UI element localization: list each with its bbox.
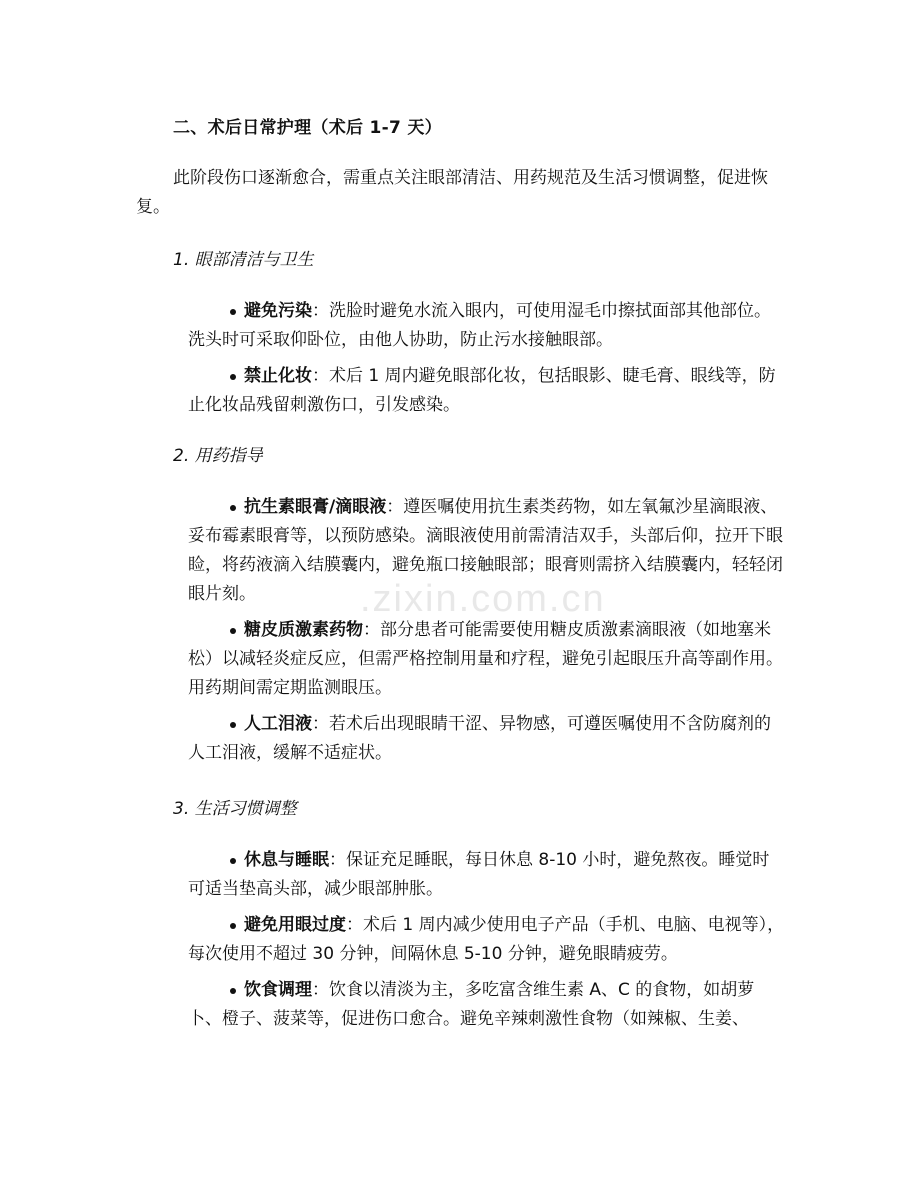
subsection-heading-cleaning: 1. 眼部清洁与卫生	[173, 250, 314, 270]
bullet-text: ：保证充足睡眠，每日休息 8-10 小时，避免熬夜。睡觉时可适当垫高头部，减少眼部肿胀。	[188, 850, 770, 899]
bullet-list-cleaning	[188, 297, 786, 427]
bullet-term: 人工泪液	[244, 714, 312, 734]
bullet-text: ：术后 1 周内减少使用电子产品（手机、电脑、电视等），每次使用不超过 30 分钟，间隔休息 5-10 分钟，避免眼睛疲劳。	[188, 915, 785, 964]
list-item	[188, 616, 786, 703]
bullet-icon	[230, 988, 236, 994]
bullet-term: 饮食调理	[244, 980, 312, 1000]
bullet-icon	[230, 628, 236, 634]
bullet-icon	[230, 374, 236, 380]
bullet-text: ：若术后出现眼睛干涩、异物感，可遵医嘱使用不含防腐剂的人工泪液，缓解不适症状。	[188, 714, 771, 763]
bullet-text: ：洗脸时避免水流入眼内，可使用湿毛巾擦拭面部其他部位。洗头时可采取仰卧位，由他人协助，防止污水接触眼部。	[188, 301, 771, 350]
bullet-term: 休息与睡眠	[244, 850, 329, 870]
list-item	[188, 297, 786, 355]
bullet-term: 抗生素眼膏/滴眼液	[244, 497, 387, 517]
bullet-term: 糖皮质激素药物	[244, 620, 363, 640]
bullet-icon	[230, 923, 236, 929]
bullet-icon	[230, 505, 236, 511]
watermark: .zixin.com.cn	[360, 578, 606, 620]
intro-paragraph: 此阶段伤口逐渐愈合，需重点关注眼部清洁、用药规范及生活习惯调整，促进恢复。	[136, 168, 768, 217]
list-item	[188, 493, 786, 609]
subsection-heading-medication: 2. 用药指导	[173, 446, 263, 466]
bullet-text: ：术后 1 周内避免眼部化妆，包括眼影、睫毛膏、眼线等，防止化妆品残留刺激伤口，引发感染。	[188, 366, 776, 415]
bullet-list-lifestyle	[188, 846, 786, 1041]
bullet-list-medication	[188, 493, 786, 775]
list-item	[188, 911, 786, 969]
bullet-text: ：饮食以清淡为主，多吃富含维生素 A、C 的食物，如胡萝卜、橙子、菠菜等，促进伤口愈合。避免辛辣刺激性食物（如辣椒、生姜、	[188, 980, 755, 1029]
bullet-text: ：部分患者可能需要使用糖皮质激素滴眼液（如地塞米松）以减轻炎症反应，但需严格控制用量和疗程，避免引起眼压升高等副作用。用药期间需定期监测眼压。	[188, 620, 783, 698]
subsection-heading-lifestyle: 3. 生活习惯调整	[173, 799, 297, 819]
list-item	[188, 362, 786, 420]
bullet-text: ：遵医嘱使用抗生素类药物，如左氧氟沙星滴眼液、妥布霉素眼膏等，以预防感染。滴眼液使用前需清洁双手，头部后仰，拉开下眼睑，将药液滴入结膜囊内，避免瓶口接触眼部；眼膏则需挤入结膜囊内，轻轻闭眼片刻。	[188, 497, 783, 604]
bullet-term: 避免污染	[244, 301, 312, 321]
bullet-icon	[230, 722, 236, 728]
bullet-icon	[230, 309, 236, 315]
bullet-icon	[230, 858, 236, 864]
bullet-term: 避免用眼过度	[244, 915, 346, 935]
list-item	[188, 710, 786, 768]
bullet-term: 禁止化妆	[244, 366, 312, 386]
section-title: 二、术后日常护理（术后 1-7 天）	[173, 118, 442, 138]
list-item	[188, 846, 786, 904]
list-item	[188, 976, 786, 1034]
